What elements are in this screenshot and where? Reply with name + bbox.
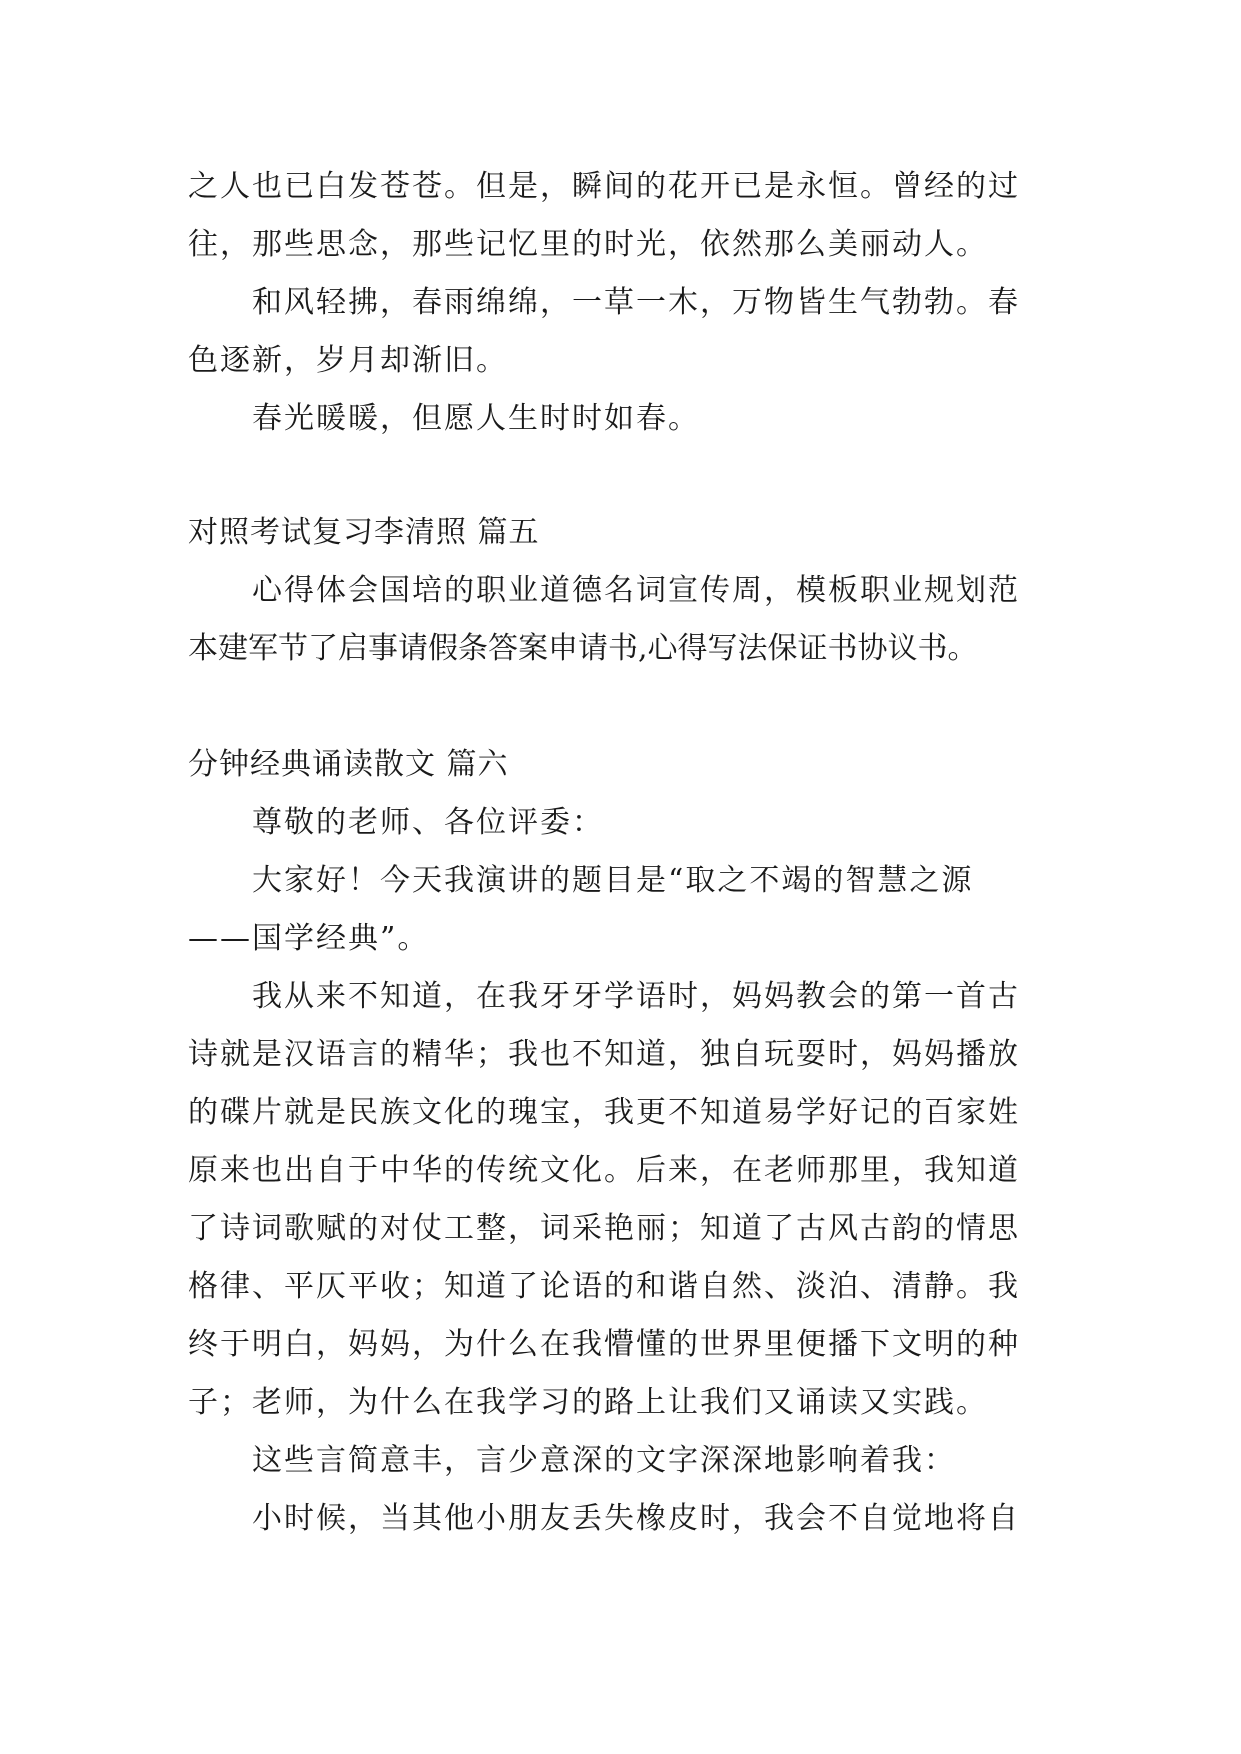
text-line: 春光暖暖，但愿人生时时如春。 — [252, 401, 700, 436]
paragraph — [188, 968, 1068, 1432]
text-line: 诗就是汉语言的精华；我也不知道，独自玩耍时，妈妈播放 — [188, 1037, 1020, 1072]
paragraph — [188, 274, 1068, 390]
paragraph — [188, 562, 1068, 678]
section-heading: 对照考试复习李清照 篇五 — [188, 515, 540, 550]
paragraph — [188, 1432, 1068, 1490]
text-line: 尊敬的老师、各位评委： — [252, 805, 604, 840]
text-line: 这些言简意丰，言少意深的文字深深地影响着我： — [252, 1443, 956, 1478]
text-line: 的碟片就是民族文化的瑰宝，我更不知道易学好记的百家姓 — [188, 1095, 1020, 1130]
text-line: 心得体会国培的职业道德名词宣传周，模板职业规划范 — [252, 573, 1020, 608]
text-line: 子；老师，为什么在我学习的路上让我们又诵读又实践。 — [188, 1385, 988, 1420]
text-line: 我从来不知道，在我牙牙学语时，妈妈教会的第一首古 — [252, 979, 1020, 1014]
text-line: 终于明白，妈妈，为什么在我懵懂的世界里便播下文明的种 — [188, 1327, 1020, 1362]
paragraph — [188, 1490, 1068, 1548]
paragraph — [188, 852, 1068, 968]
text-line: 格律、平仄平收；知道了论语的和谐自然、淡泊、清静。我 — [188, 1269, 1020, 1304]
text-line: 往，那些思念，那些记忆里的时光，依然那么美丽动人。 — [188, 227, 988, 262]
paragraph — [188, 794, 1068, 852]
paragraph — [188, 390, 1068, 448]
text-line: 色逐新，岁月却渐旧。 — [188, 343, 508, 378]
text-line: 小时候，当其他小朋友丢失橡皮时，我会不自觉地将自 — [252, 1501, 1020, 1536]
text-line: 本建军节了启事请假条答案申请书,心得写法保证书协议书。 — [188, 631, 978, 666]
document-body — [188, 158, 1068, 1548]
text-line: 原来也出自于中华的传统文化。后来，在老师那里，我知道 — [188, 1153, 1020, 1188]
section-heading: 分钟经典诵读散文 篇六 — [188, 747, 509, 782]
text-line: 了诗词歌赋的对仗工整，词采艳丽；知道了古风古韵的情思 — [188, 1211, 1020, 1246]
paragraph — [188, 158, 1068, 274]
text-line: ——国学经典”。 — [188, 921, 430, 956]
text-line: 之人也已白发苍苍。但是，瞬间的花开已是永恒。曾经的过 — [188, 169, 1020, 204]
text-line: 大家好！今天我演讲的题目是“取之不竭的智慧之源 — [252, 863, 974, 898]
text-line: 和风轻拂，春雨绵绵，一草一木，万物皆生气勃勃。春 — [252, 285, 1020, 320]
